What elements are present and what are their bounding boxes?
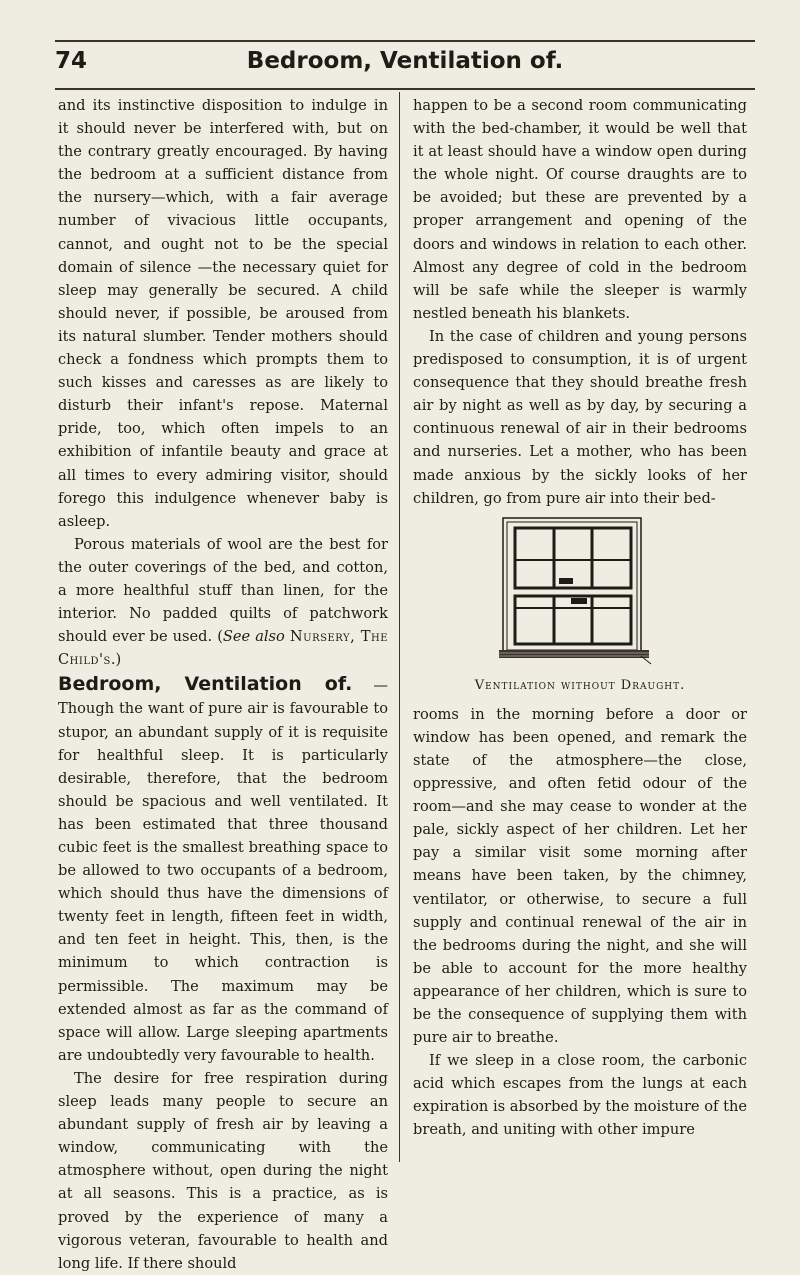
- running-title: Bedroom, Ventilation of.: [246, 48, 564, 74]
- cross-reference: Nursery, The Child's: [58, 628, 389, 669]
- left-paragraph-2: [58, 533, 388, 672]
- window-frame-inner: [507, 522, 637, 650]
- right-column: [413, 94, 747, 1142]
- sash-lock: [559, 578, 573, 584]
- see-also-label: See also: [222, 628, 285, 646]
- right-paragraph-4: If we sleep in a close room, the carbonic acid which escapes from the lungs at each expiration is absorbed by the moisture of the breath, and uniting with other impure: [413, 1052, 747, 1139]
- left-paragraph-4: The desire for free respiration during sleep leads many people to secure an abundant supply of fresh air by leaving a window, communicating with the atmosphere without, open during the night at all seasons. This is a practice, as is proved by the experience of many a vigorous veteran, favourable to health and long life. If there should: [58, 1069, 388, 1272]
- left-paragraph-2-text: Porous materials of wool are the best for the outer coverings of the bed, and cotton, a more healthful stuff than linen, for the interior. No padded quilts of patchwork should ever be used. (: [58, 535, 388, 646]
- figure-caption: Ventilation without Draught.: [474, 677, 686, 693]
- header-rule: [55, 88, 755, 90]
- window-illustration: [413, 516, 747, 666]
- right-paragraph-2: In the case of children and young persons predisposed to consumption, it is of urgent consequence that they should breathe fresh air by night as well as by day, by securing a continuous renewal of air in their bedrooms and nurseries. Let a mother, who has been made anxious by the sickly looks of her children, go from pure air into their bed-: [413, 327, 747, 507]
- right-paragraph-3: rooms in the morning before a door or window has been opened, and remark the state of the atmosphere—the close, oppressive, and often fetid odour of the room—and she may cease to wonder at the pale, sickly aspect of her children. Let her pay a similar visit some morning after means have been taken, by the chimney, ventilator, or otherwise, to secure a full supply and continual renewal of the air in the bedrooms during the night, and she will be able to account for the more healthy appearance of her children, which is sure to be the consequence of supplying them with pure air to breathe.: [413, 705, 747, 1047]
- entry-paragraph: [58, 671, 388, 1067]
- entry-dash: —: [352, 677, 389, 695]
- column-divider: [399, 92, 400, 1162]
- window-sill: [499, 650, 649, 658]
- top-rule: [55, 40, 755, 42]
- window-diagram: [493, 516, 653, 666]
- page-header: [55, 48, 755, 88]
- left-paragraph-1: and its instinctive disposition to indulge in it should never be interfered with, but on the contrary greatly encouraged. By having the bedroom at a sufficient distance from the nursery—which, with a fair average number of vivacious little occupants, cannot, and ought not to be the special domain of silence —the necessary quiet for sleep may generally be secured. A child should never, if possible, be aroused from its natural slumber. Tender mothers should check a fondness which prompts them to such kisses and caresses as are likely to disturb their infant's repose. Maternal pride, too, which often impels to an exhibition of infantile beauty and grace at all times to every admiring visitor, should forego this indulgence whenever baby is asleep.: [58, 97, 388, 530]
- left-column: [58, 94, 388, 1275]
- right-paragraph-1: happen to be a second room communicating with the bed-chamber, it would be well that it at least should have a window open during the whole night. Of course draughts are to be avoided; but these are prevented by a proper arrangement and opening of the doors and windows in relation to each other. Almost any degree of cold in the bedroom will be safe while the sleeper is warmly nestled beneath his blankets.: [413, 97, 747, 322]
- entry-body: Though the want of pure air is favourable to stupor, an abundant supply of it is requisite for healthful sleep. It is particularly desirable, therefore, that the bedroom should be spacious and well ventilated. It has been estimated that three thousand cubic feet is the smallest breathing space to be allowed to two occupants of a bedroom, which should thus have the dimensions of twenty feet in length, fifteen feet in width, and ten feet in height. This, then, is the minimum to which contraction is permissible. The maximum may be extended almost as far as the command of space will allow. Large sleeping apartments are undoubtedly very favourable to health.: [58, 700, 388, 1064]
- entry-title: Bedroom, Ventilation of.: [58, 673, 353, 696]
- left-paragraph-2-end: .): [110, 651, 122, 669]
- page-number: 74: [55, 48, 88, 74]
- window-frame-outer: [503, 518, 641, 654]
- sash-handle: [571, 598, 587, 604]
